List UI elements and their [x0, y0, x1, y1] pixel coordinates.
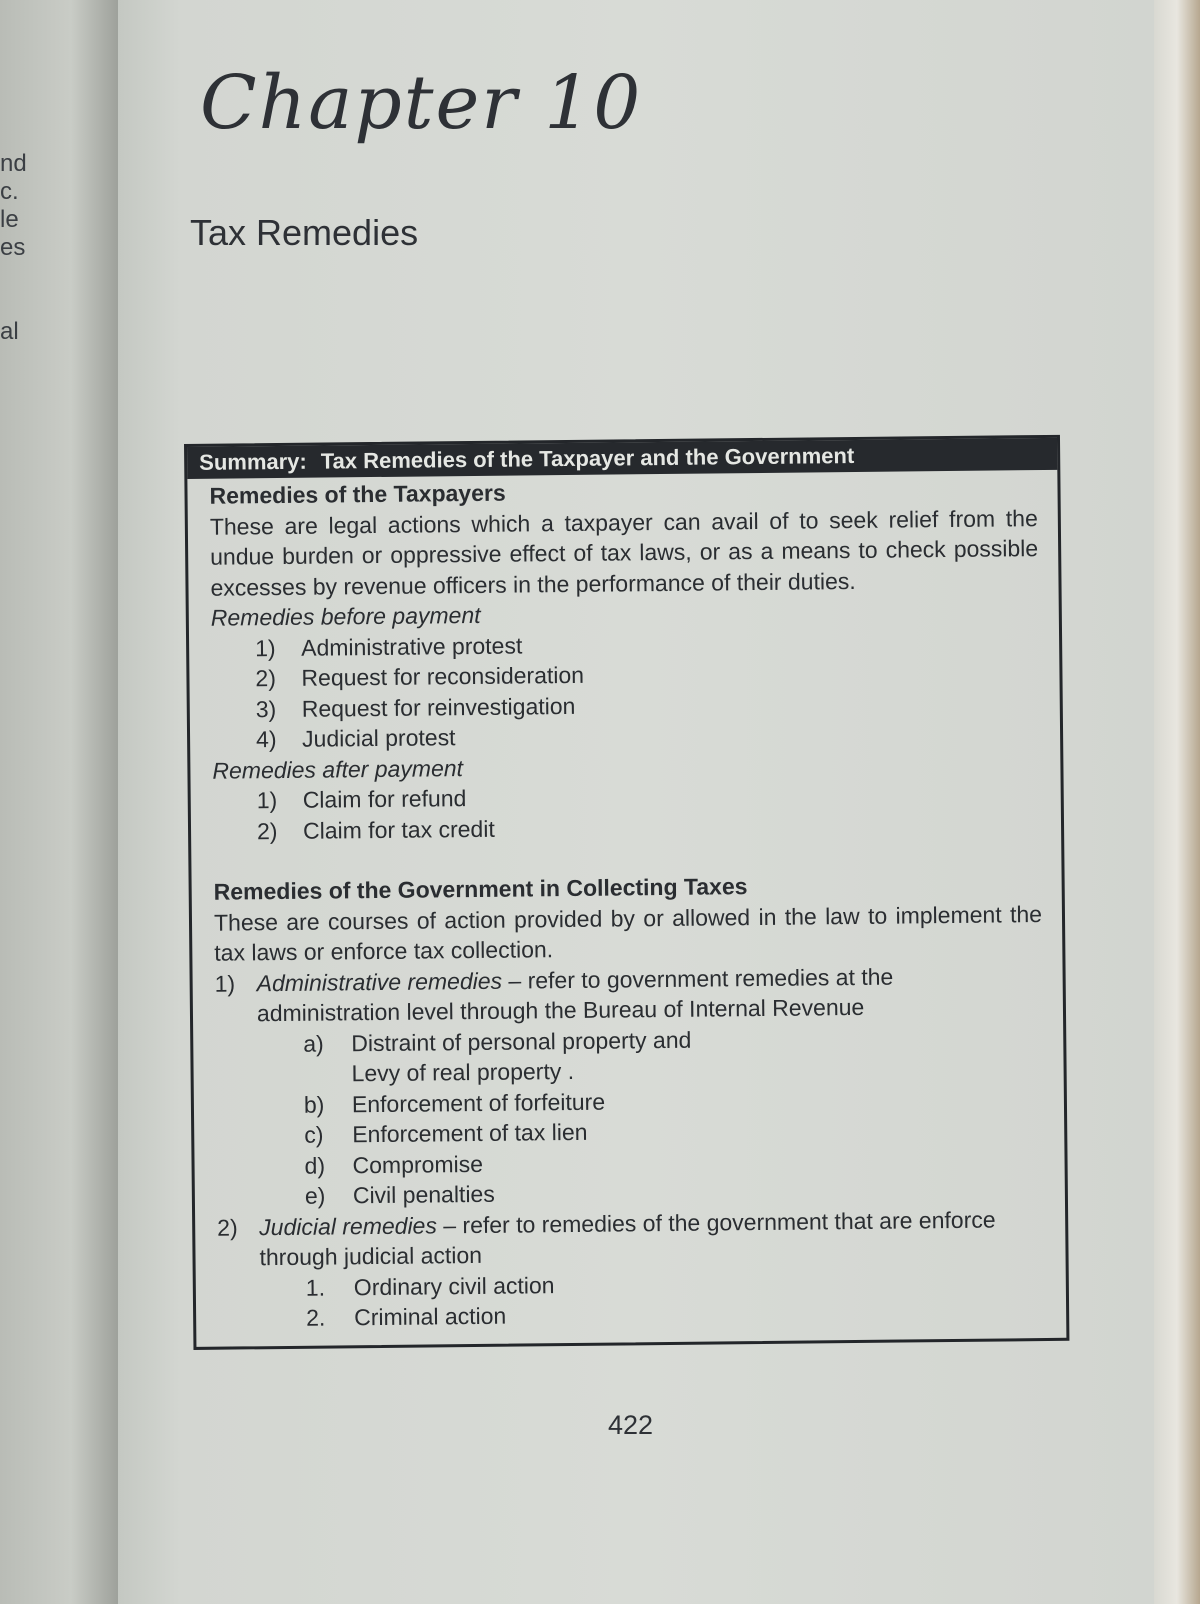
facing-page	[0, 0, 118, 1604]
summary-header-label: Summary:	[199, 448, 307, 475]
government-remedies-heading: Remedies of the Government in Collecting Taxes	[213, 873, 748, 905]
list-item: c) Enforcement of tax lien	[304, 1118, 588, 1148]
list-item: 2. Criminal action	[306, 1302, 507, 1331]
list-item: 1) Administrative protest	[255, 631, 523, 661]
list-item: 1) Claim for refund	[256, 785, 467, 814]
page-edge	[1154, 0, 1200, 1604]
facing-page-fragment: le	[0, 206, 19, 233]
administrative-remedies-item: 1) Administrative remedies – refer to government remedies at the administration level through the Bureau of Internal Revenue	[214, 963, 894, 1027]
facing-page-fragment: nd	[0, 150, 27, 177]
list-item: e) Civil penalties	[304, 1180, 495, 1209]
before-payment-heading: Remedies before payment	[210, 601, 481, 631]
list-item: 1. Ordinary civil action	[305, 1271, 555, 1301]
list-item: 4) Judicial protest	[255, 724, 456, 753]
government-remedies-description: These are courses of action provided by or allowed in the law to implement the tax laws or enforce tax collection.	[213, 900, 1043, 966]
facing-page-fragment: al	[0, 318, 19, 345]
facing-page-fragment: es	[0, 234, 26, 261]
summary-box	[184, 435, 1069, 1350]
list-item: d) Compromise	[304, 1150, 484, 1179]
list-item: 2) Request for reconsideration	[255, 661, 585, 692]
judicial-remedies-term: Judicial remedies	[259, 1211, 438, 1240]
list-item: b) Enforcement of forfeiture	[303, 1088, 606, 1118]
list-item: 2) Claim for tax credit	[256, 815, 495, 844]
administrative-remedies-term: Administrative remedies	[256, 967, 503, 996]
taxpayer-remedies-heading: Remedies of the Taxpayers	[209, 479, 506, 509]
chapter-title: Tax Remedies	[190, 212, 419, 253]
chapter-heading: Chapter 10	[200, 60, 643, 146]
judicial-remedies-item: 2) Judicial remedies – refer to remedies of the government that are enforce through judicial action	[217, 1206, 996, 1271]
taxpayer-remedies-description: These are legal actions which a taxpayer can avail of to seek relief from the undue burden or oppressive effect of tax laws, or as a means to check possible excesses by revenue officers in the performance of their duties.	[209, 504, 1039, 601]
list-item: a) Distraint of personal property and Levy of real property .	[303, 1026, 692, 1087]
after-payment-heading: Remedies after payment	[212, 754, 464, 784]
page-number: 422	[608, 1410, 654, 1440]
facing-page-fragment: c.	[0, 178, 19, 205]
summary-header-title: Tax Remedies of the Taxpayer and the Government	[320, 442, 855, 474]
list-item: 3) Request for reinvestigation	[255, 692, 576, 722]
book-page	[118, 0, 1154, 1604]
judicial-remedies-definition: – refer to remedies of the government that are enforce through judicial action	[259, 1206, 996, 1271]
administrative-remedies-definition: – refer to government remedies at the administration level through the Bureau of Internal Revenue	[256, 963, 894, 1027]
